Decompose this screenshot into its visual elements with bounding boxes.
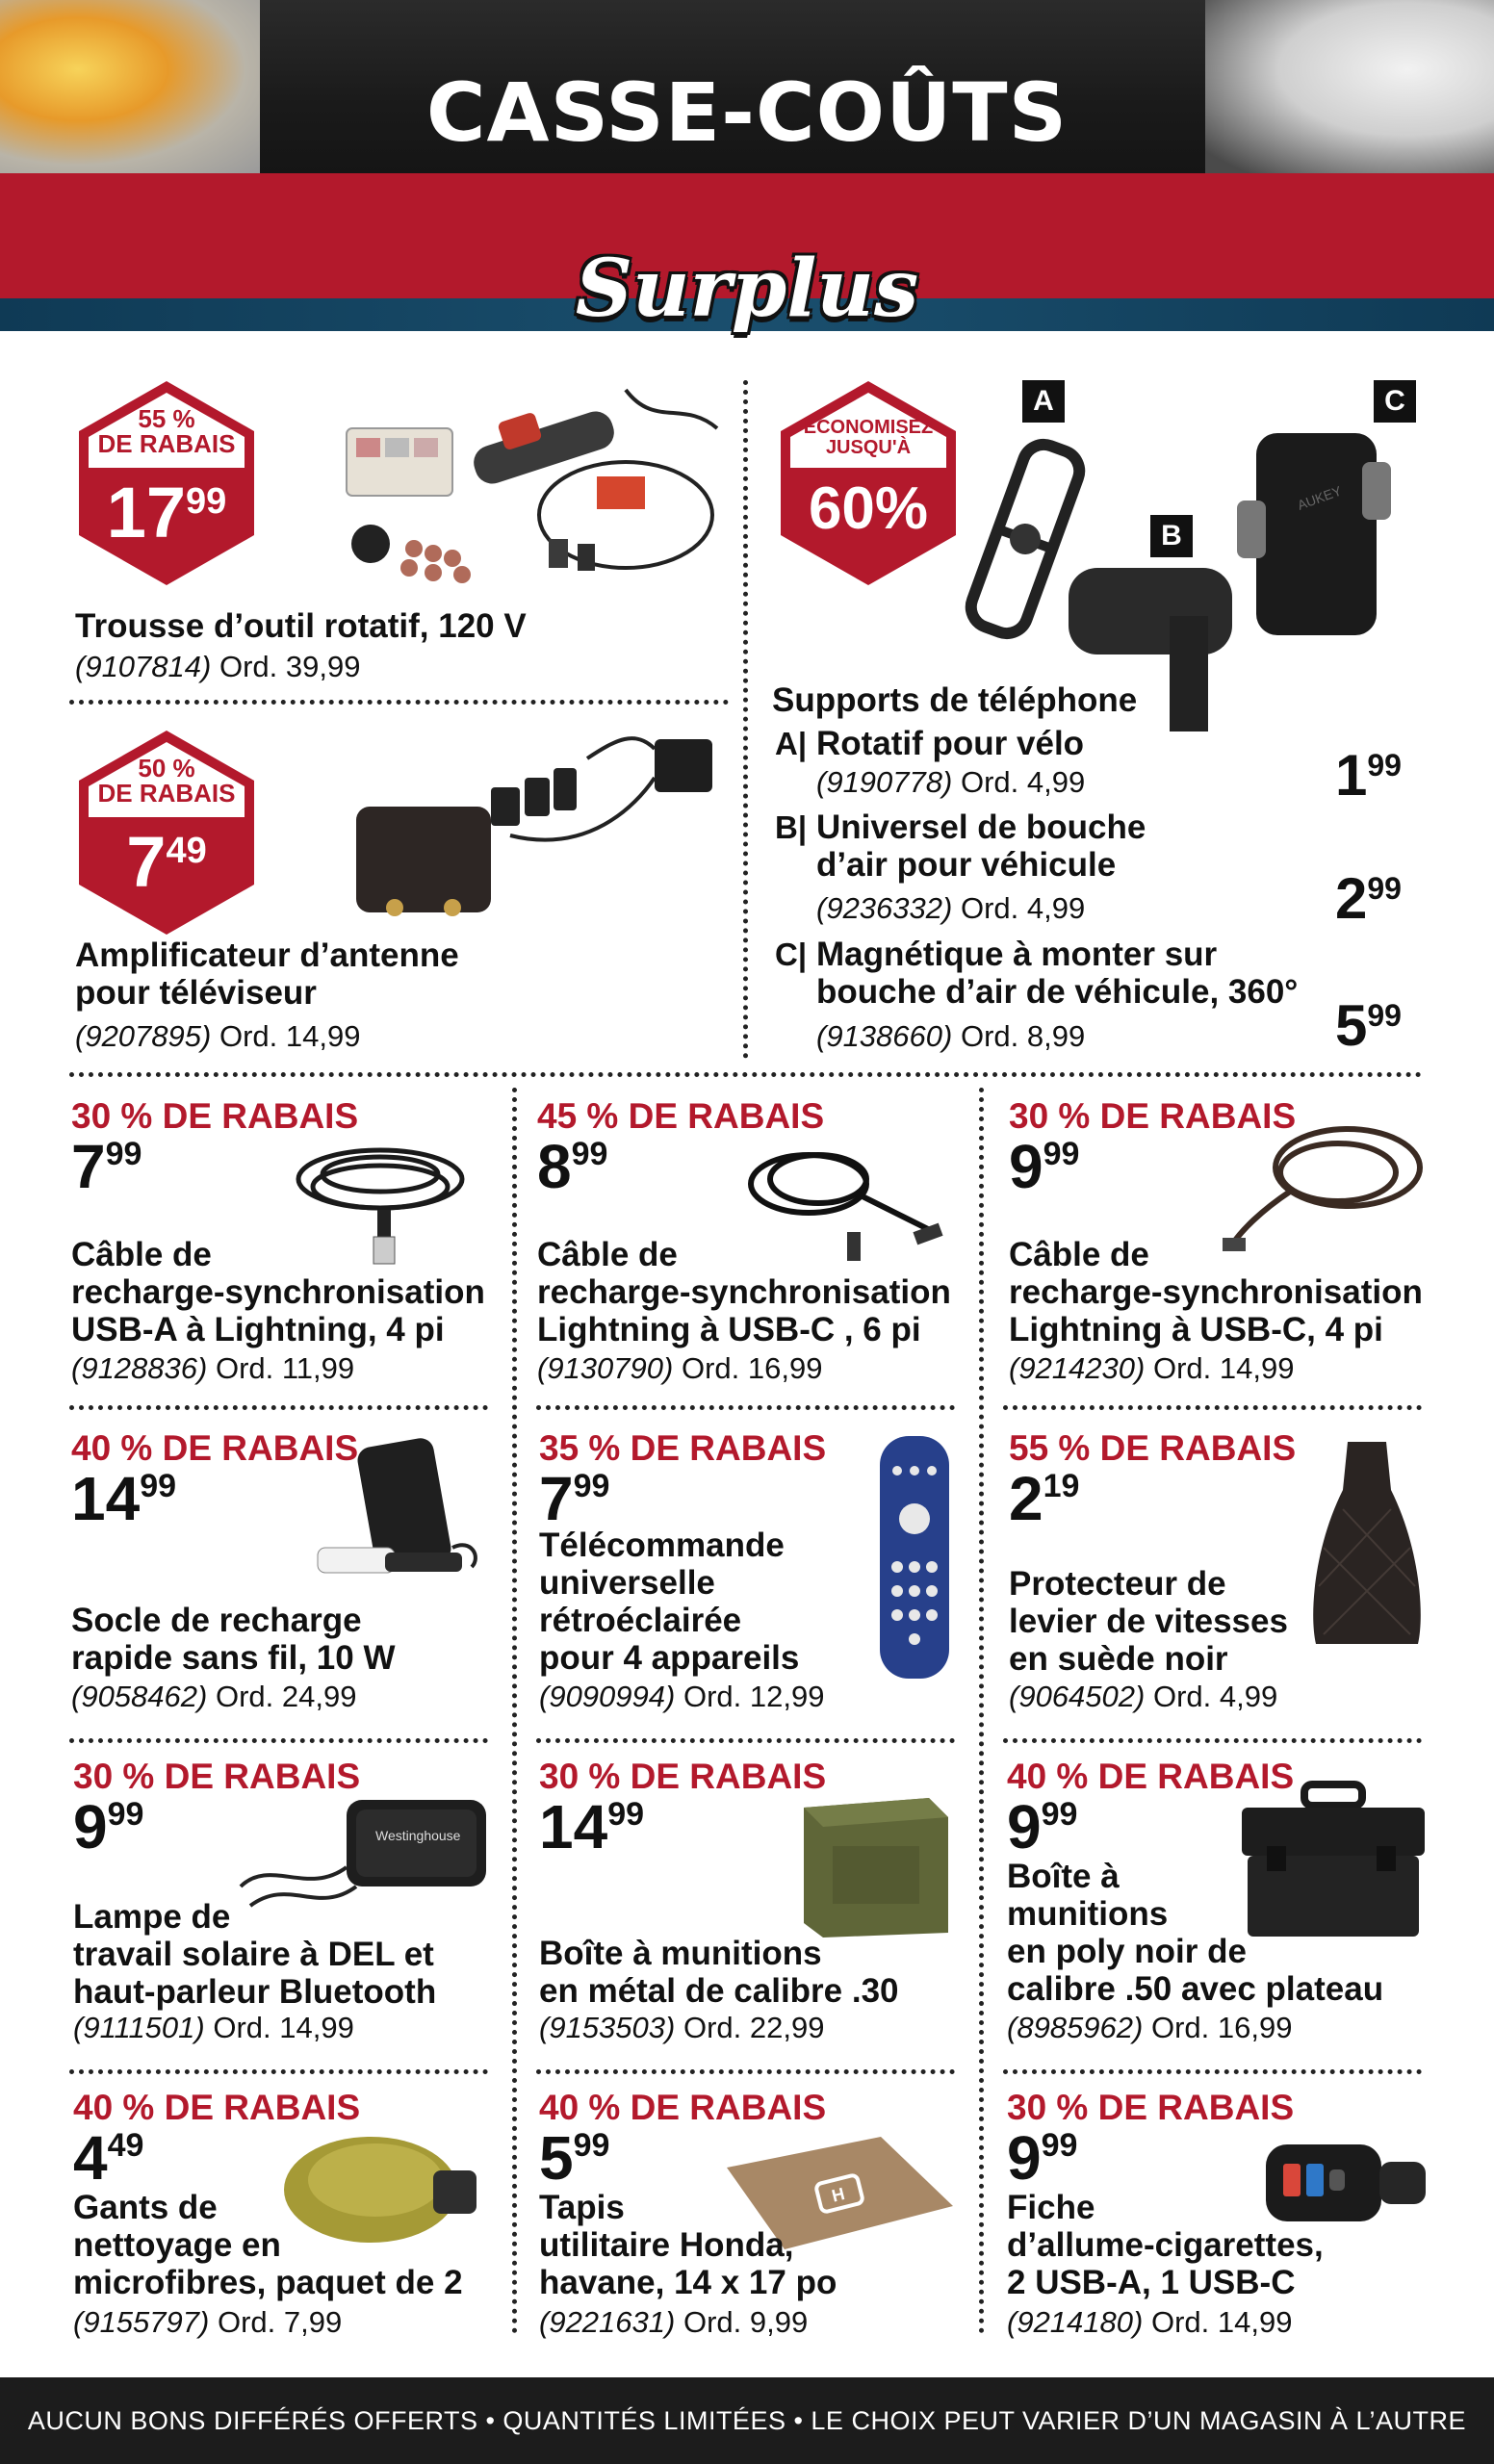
divider-row3-c	[1003, 2069, 1422, 2074]
product-ref: (9214180) Ord. 14,99	[1007, 2305, 1293, 2339]
discount-label: 30 % DE RABAIS	[73, 1757, 361, 1796]
divider-row3-b	[536, 2069, 955, 2074]
badge-price: $17^{99}$	[106, 473, 227, 552]
discount-label: 40 % DE RABAIS	[73, 2088, 361, 2127]
product-name: Câble de recharge-synchronisation Lightning à USB-C , 6 pi	[537, 1236, 951, 1348]
product-name: Télécommande universelle rétroéclairée pour 4 appareils	[539, 1527, 800, 1677]
support-c-price: $5^{99}$	[1335, 993, 1402, 1058]
page-subtitle: Surplus	[575, 243, 919, 335]
product-ref: (9128836) Ord. 11,99	[71, 1351, 355, 1385]
support-a-price: $1^{99}$	[1335, 743, 1402, 808]
support-b-price: $2^{99}$	[1335, 866, 1402, 931]
product-ref: (9221631) Ord. 9,99	[539, 2305, 809, 2339]
product-ref: (9111501) Ord. 14,99	[73, 2011, 354, 2044]
support-c-letter: C|	[775, 937, 808, 972]
svg-text:H: H	[830, 2184, 847, 2206]
divider-vertical-col2	[979, 1088, 984, 2334]
speaker-brand-label: Westinghouse	[375, 1828, 461, 1843]
support-c-name: Magnétique à monter sur bouche d’air de véhicule, 360°	[816, 936, 1299, 1011]
header-banner	[0, 0, 1494, 173]
divider-vertical-col1	[512, 1088, 517, 2334]
sale-price: $14^{99}$	[539, 1792, 645, 1861]
sale-price: $14^{99}$	[71, 1464, 177, 1533]
product-name: Lampe de travail solaire à DEL et haut-parleur Bluetooth	[73, 1898, 437, 2011]
badge-discount-text: 55 % DE RABAIS	[97, 404, 236, 458]
label-a: A	[1022, 380, 1065, 423]
product-ref-antenna: (9207895) Ord. 14,99	[75, 1019, 361, 1053]
support-b-ref: (9236332) Ord. 4,99	[816, 891, 1086, 925]
product-name-rotary: Trousse d’outil rotatif, 120 V	[75, 607, 527, 645]
discount-label: 30 % DE RABAIS	[1009, 1096, 1297, 1136]
product-ref: (9214230) Ord. 14,99	[1009, 1351, 1295, 1385]
wireless-charger-image	[308, 1432, 491, 1586]
product-name: Câble de recharge-synchronisation Lightning à USB-C, 4 pi	[1009, 1236, 1423, 1348]
product-name: Protecteur de levier de vitesses en suède noir	[1009, 1565, 1288, 1678]
divider-row2-a	[69, 1738, 488, 1743]
sale-price: $7^{99}$	[539, 1464, 610, 1533]
discount-badge-supports	[777, 377, 960, 589]
label-c: C	[1374, 380, 1416, 423]
support-a-name: Rotatif pour vélo	[816, 725, 1085, 762]
badge-discount-text: 50 % DE RABAIS	[97, 754, 236, 808]
support-c-ref: (9138660) Ord. 8,99	[816, 1019, 1086, 1053]
shift-boot-image	[1304, 1432, 1430, 1654]
badge-save-text: ÉCONOMISEZ JUSQU'À	[803, 417, 934, 458]
universal-remote-image	[876, 1432, 953, 1682]
support-a-ref: (9190778) Ord. 4,99	[816, 765, 1086, 799]
discount-badge-rotary	[75, 377, 258, 589]
sale-price: $9^{99}$	[1007, 1792, 1078, 1861]
rotary-tool-image	[337, 371, 722, 602]
product-ref-rotary: (9107814) Ord. 39,99	[75, 650, 361, 683]
sale-price: $2^{19}$	[1009, 1464, 1080, 1533]
divider-horizontal-left	[69, 700, 729, 705]
badge-price: $7^{49}$	[126, 822, 207, 902]
product-name: Fiche d’allume-cigarettes, 2 USB-A, 1 USB-C	[1007, 2189, 1324, 2301]
discount-label: 40 % DE RABAIS	[71, 1428, 359, 1468]
product-name: Gants de nettoyage en microfibres, paquet de 2	[73, 2189, 463, 2301]
mount-brand-label: AUKEY	[1295, 482, 1344, 513]
divider-row2-b	[536, 1738, 955, 1743]
sale-price: $7^{99}$	[71, 1132, 142, 1201]
support-b-name: Universel de bouche d’air pour véhicule	[816, 808, 1146, 884]
product-ref: (9130790) Ord. 16,99	[537, 1351, 823, 1385]
sale-price: $4^{49}$	[73, 2123, 144, 2193]
footer-disclaimer: AUCUN BONS DIFFÉRÉS OFFERTS • QUANTITÉS LIMITÉES • LE CHOIX PEUT VARIER D’UN MAGASIN À L’AUTRE	[0, 2377, 1494, 2464]
sale-price: $5^{99}$	[539, 2123, 610, 2193]
sale-price: $9^{99}$	[73, 1792, 144, 1861]
product-ref: (9058462) Ord. 24,99	[71, 1680, 357, 1713]
support-b-letter: B|	[775, 809, 808, 845]
label-b: B	[1150, 515, 1193, 557]
support-a-letter: A|	[775, 726, 808, 761]
product-ref: (8985962) Ord. 16,99	[1007, 2011, 1293, 2044]
divider-row1-a	[69, 1405, 488, 1410]
discount-label: 30 % DE RABAIS	[539, 1757, 827, 1796]
discount-label: 30 % DE RABAIS	[1007, 2088, 1295, 2127]
metal-ammo-box-image	[794, 1788, 958, 1942]
product-name: Boîte à munitions en poly noir de calibre .50 avec plateau	[1007, 1858, 1384, 2008]
discount-label: 40 % DE RABAIS	[1007, 1757, 1295, 1796]
discount-badge-antenna	[75, 727, 258, 938]
sale-price: $8^{99}$	[537, 1132, 608, 1201]
discount-label: 45 % DE RABAIS	[537, 1096, 825, 1136]
discount-label: 55 % DE RABAIS	[1009, 1428, 1297, 1468]
product-name: Boîte à munitions en métal de calibre .30	[539, 1935, 899, 2010]
product-ref: (9064502) Ord. 4,99	[1009, 1680, 1278, 1713]
divider-horizontal-row0	[69, 1072, 1422, 1077]
divider-row3-a	[69, 2069, 488, 2074]
page-title: CASSE-COÛTS	[425, 65, 1069, 160]
product-name: Tapis utilitaire Honda, havane, 14 x 17 po	[539, 2189, 837, 2301]
product-ref: (9090994) Ord. 12,99	[539, 1680, 825, 1713]
discount-label: 30 % DE RABAIS	[71, 1096, 359, 1136]
divider-vertical-top	[743, 380, 748, 1059]
product-ref: (9155797) Ord. 7,99	[73, 2305, 343, 2339]
divider-row1-b	[536, 1405, 955, 1410]
product-name: Câble de recharge-synchronisation USB-A à Lightning, 4 pi	[71, 1236, 485, 1348]
badge-save-value: 60%	[808, 475, 929, 542]
sale-price: $9^{99}$	[1007, 2123, 1078, 2193]
supports-title: Supports de téléphone	[772, 681, 1138, 719]
product-name-antenna: Amplificateur d’antenne pour téléviseur	[75, 937, 459, 1012]
divider-row1-c	[1003, 1405, 1422, 1410]
discount-label: 40 % DE RABAIS	[539, 2088, 827, 2127]
product-name: Socle de recharge rapide sans fil, 10 W	[71, 1602, 396, 1677]
antenna-amp-image	[347, 720, 732, 932]
divider-row2-c	[1003, 1738, 1422, 1743]
sale-price: $9^{99}$	[1009, 1132, 1080, 1201]
discount-label: 35 % DE RABAIS	[539, 1428, 827, 1468]
product-ref: (9153503) Ord. 22,99	[539, 2011, 825, 2044]
